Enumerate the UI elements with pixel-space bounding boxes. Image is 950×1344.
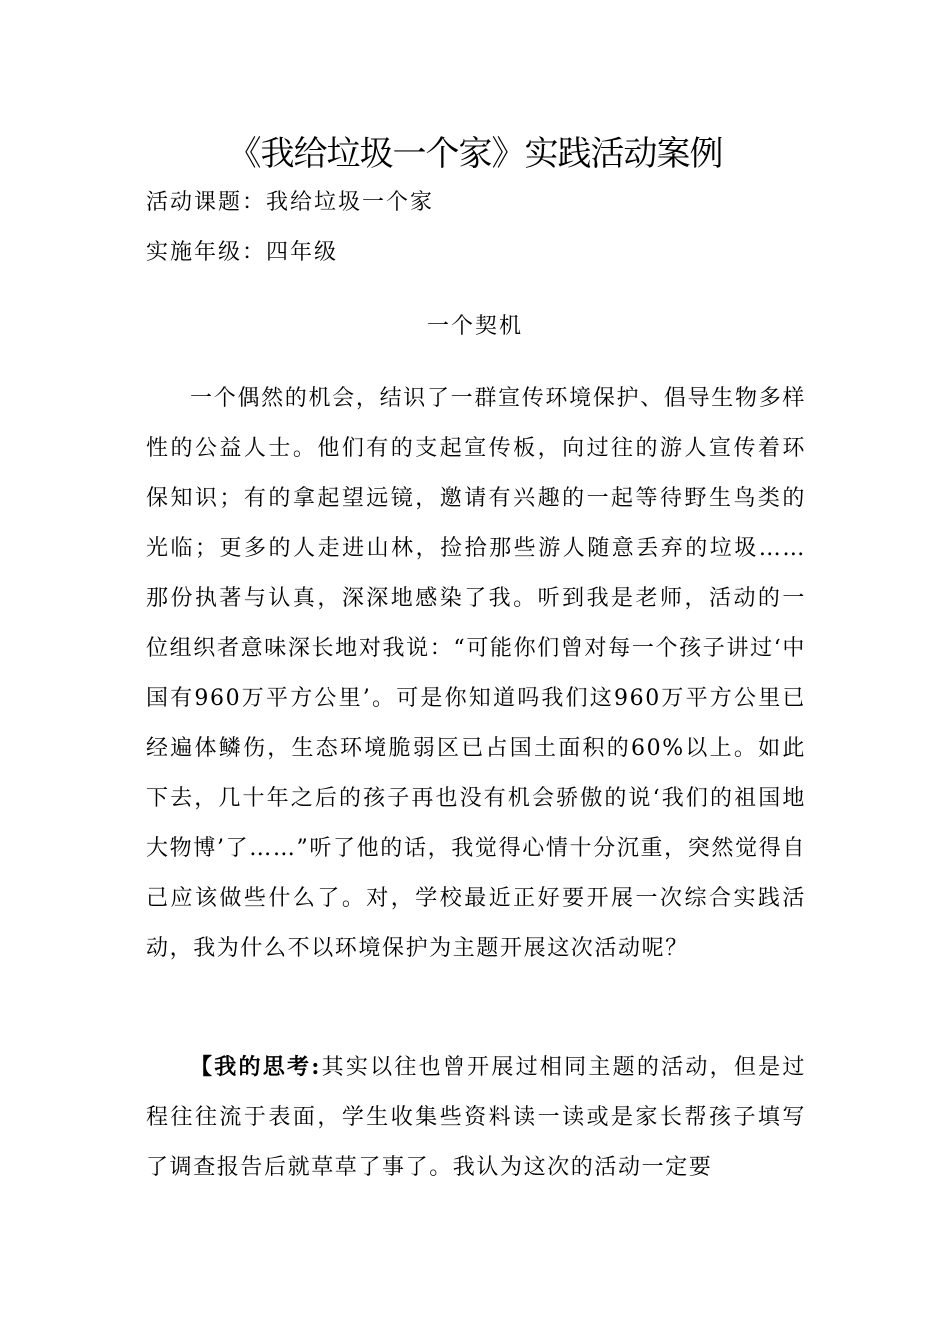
section-heading: 一个契机 — [426, 314, 523, 339]
activity-subject-line: 活动课题：我给垃圾一个家 — [146, 190, 435, 215]
reflection-body: 其实以往也曾开展过相同主题的活动，但是过程往往流于表面，学生收集些资料读一读或是家长帮孩子填写了调查报告后就草草了事了。我认为这次的活动一定要 — [146, 1055, 806, 1180]
reflection-lead: 【我的思考: — [190, 1054, 321, 1080]
grade-line: 实施年级：四年级 — [146, 240, 339, 265]
document-title: 《我给垃圾一个家》实践活动案例 — [227, 134, 723, 174]
paragraph-opportunity: 一个偶然的机会，结识了一群宣传环境保护、倡导生物多样性的公益人士。他们有的支起宣传板，向过往的游人宣传着环保知识；有的拿起望远镜，邀请有兴趣的一起等待野生鸟类的光临；更多的人走进山林，捡拾那些游人随意丢弃的垃圾……那份执著与认真，深深地感染了我。听到我是老师，活动的一位组织者意味深长地对我说：“可能你们曾对每一个孩子讲过‘中国有960万平方公里’。可是你知道吗我们这960万平方公里已经遍体鳞伤，生态环境脆弱区已占国土面积的60%以上。如此下去，几十年之后的孩子再也没有机会骄傲的说‘我们的祖国地大物博’了……”听了他的话，我觉得心情十分沉重，突然觉得自己应该做些什么了。对，学校最近正好要开展一次综合实践活动，我为什么不以环境保护为主题开展这次活动呢？ — [146, 386, 806, 961]
paragraph-reflection — [146, 1042, 806, 1193]
